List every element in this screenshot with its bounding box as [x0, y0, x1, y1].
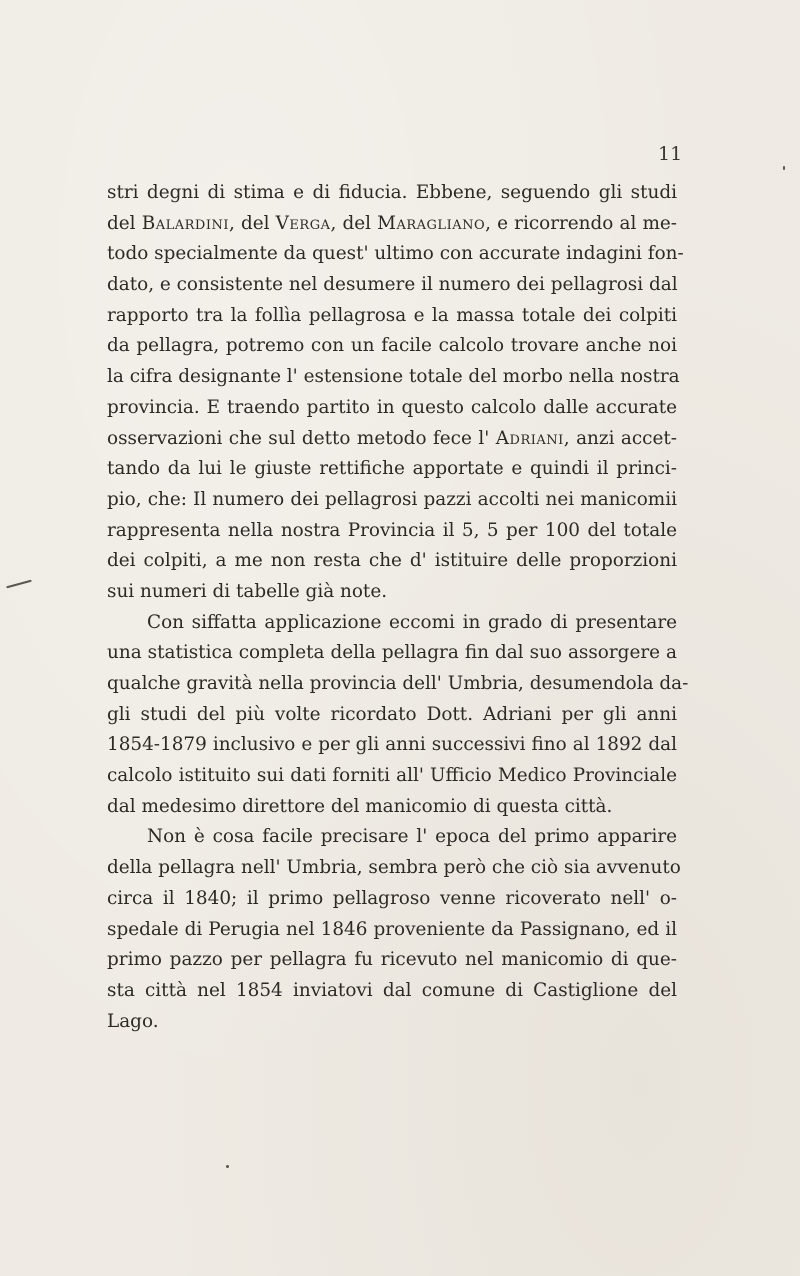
text-line: una statistica completa della pellagra fin dal suo assorgere a: [107, 642, 677, 664]
text-line: Non è cosa facile precisare l' epoca del primo apparire: [147, 826, 677, 848]
paragraph: [107, 608, 689, 823]
text-line: rappresenta nella nostra Provincia il 5, 5 per 100 del totale: [107, 519, 677, 541]
text-line: dei colpiti, a me non resta che d' istituire delle proporzioni: [107, 550, 677, 572]
text-line: primo pazzo per pellagra fu ricevuto nel manicomio di que-: [107, 949, 677, 971]
author-name: Verga: [275, 212, 331, 234]
text-line: sta città nel 1854 inviatovi dal comune di Castiglione del: [107, 979, 677, 1001]
text-line: Lago.: [107, 1010, 159, 1032]
page-number: 11: [658, 143, 683, 165]
paper-speck: [783, 166, 785, 170]
text-line: stri degni di stima e di fiducia. Ebbene, seguendo gli studi: [107, 182, 677, 203]
author-name: Maragliano: [377, 212, 486, 234]
text-line: dato, e consistente nel desumere il numero dei pellagrosi dal: [107, 274, 678, 296]
text-line: 1854-1879 inclusivo e per gli anni successivi fino al 1892 dal: [107, 734, 677, 756]
text-line: della pellagra nell' Umbria, sembra però che ciò sia avvenuto: [107, 857, 681, 879]
paragraph: [107, 178, 684, 608]
text-line: pio, che: Il numero dei pellagrosi pazzi accolti nei manicomii: [107, 488, 677, 510]
text-line: spedale di Perugia nel 1846 proveniente da Passignano, ed il: [107, 918, 677, 940]
paragraph: [107, 822, 681, 1037]
text-line: del Balardini, del Verga, del Maragliano, e ricorrendo al me-: [107, 212, 678, 234]
text-line: rapporto tra la follìa pellagrosa e la massa totale dei colpiti: [107, 304, 677, 326]
text-line: osservazioni che sul detto metodo fece l' Adriani, anzi accet-: [107, 427, 677, 449]
text-line: tando da lui le giuste rettifiche apportate e quindi il princi-: [107, 458, 677, 480]
text-line: dal medesimo direttore del manicomio di questa città.: [107, 795, 613, 817]
text-line: sui numeri di tabelle già note.: [107, 580, 388, 602]
paper-speck: [226, 1165, 229, 1168]
text-line: todo specialmente da quest' ultimo con accurate indagini fon-: [107, 243, 684, 265]
author-name: Adriani: [495, 427, 564, 449]
paper-speck: [6, 580, 32, 589]
text-line: provincia. E traendo partito in questo calcolo dalle accurate: [107, 396, 677, 418]
text-line: gli studi del più volte ricordato Dott. Adriani per gli anni: [107, 703, 677, 725]
body-text: [107, 178, 689, 1037]
author-name: Balardini: [141, 212, 229, 234]
text-line: da pellagra, potremo con un facile calcolo trovare anche noi: [107, 335, 677, 357]
text-line: la cifra designante l' estensione totale del morbo nella nostra: [107, 366, 680, 388]
text-line: calcolo istituito sui dati forniti all' Ufficio Medico Provinciale: [107, 765, 677, 787]
text-line: qualche gravità nella provincia dell' Umbria, desumendola da-: [107, 673, 689, 694]
text-line: Con siffatta applicazione eccomi in grado di presentare: [147, 611, 677, 633]
text-line: circa il 1840; il primo pellagroso venne ricoverato nell' o-: [107, 887, 677, 909]
